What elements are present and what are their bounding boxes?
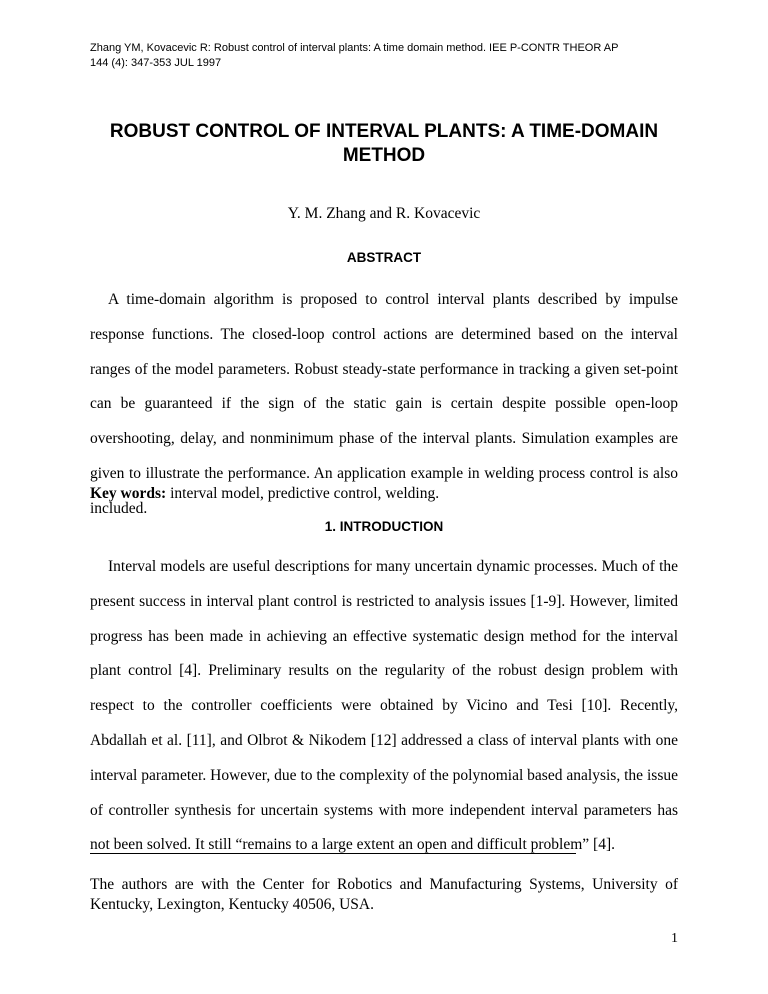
running-head-line-1: Zhang YM, Kovacevic R: Robust control of interval plants: A time domain method. IEE P-CONTR THEOR AP	[90, 42, 619, 54]
footnote-divider	[90, 853, 576, 854]
running-head-line-2: 144 (4): 347-353 JUL 1997	[90, 57, 222, 69]
keywords	[90, 485, 678, 503]
author-line: Y. M. Zhang and R. Kovacevic	[287, 205, 481, 222]
keywords-text: interval model, predictive control, welding.	[166, 485, 440, 502]
author-affiliation-footnote: The authors are with the Center for Robotics and Manufacturing Systems, University of Kentucky, Lexington, Kentucky 40506, USA.	[90, 876, 678, 913]
paper-title	[90, 120, 678, 168]
running-head	[90, 41, 690, 71]
introduction-heading: 1. INTRODUCTION	[324, 519, 444, 534]
page-number: 1	[671, 931, 678, 946]
abstract-heading: ABSTRACT	[346, 250, 422, 265]
title-line-2: METHOD	[342, 145, 426, 166]
abstract-text: A time-domain algorithm is proposed to control interval plants described by impulse response functions. The closed-loop control actions are determined based on the interval ranges of the model parameters. Robust steady-state performance in tracking a given set-point can be guaranteed if the sign of the static gain is certain despite possible open-loop overshooting, delay, and nonminimum phase of the interval plants. Simulation examples are given to illustrate the performance. An application example in welding process control is also included.	[90, 291, 678, 517]
title-line-1: ROBUST CONTROL OF INTERVAL PLANTS: A TIME-DOMAIN	[109, 121, 659, 142]
keywords-label: Key words:	[90, 485, 167, 502]
introduction-text: Interval models are useful descriptions for many uncertain dynamic processes. Much of the present success in interval plant control is restricted to analysis issues [1-9]. However, limited progress has been made in achieving an effective systematic design method for the interval plant control [4]. Preliminary results on the regularity of the robust design problem with respect to the controller coefficients were obtained by Vicino and Tesi [10]. Recently, Abdallah et al. [11], and Olbrot & Nikodem [12] addressed a class of interval plants with one interval parameter. However, due to the complexity of the polynomial based analysis, the issue of controller synthesis for uncertain systems with more independent interval parameters has not been solved. It still “remains to a large extent an open and difficult problem” [4].	[90, 558, 678, 854]
